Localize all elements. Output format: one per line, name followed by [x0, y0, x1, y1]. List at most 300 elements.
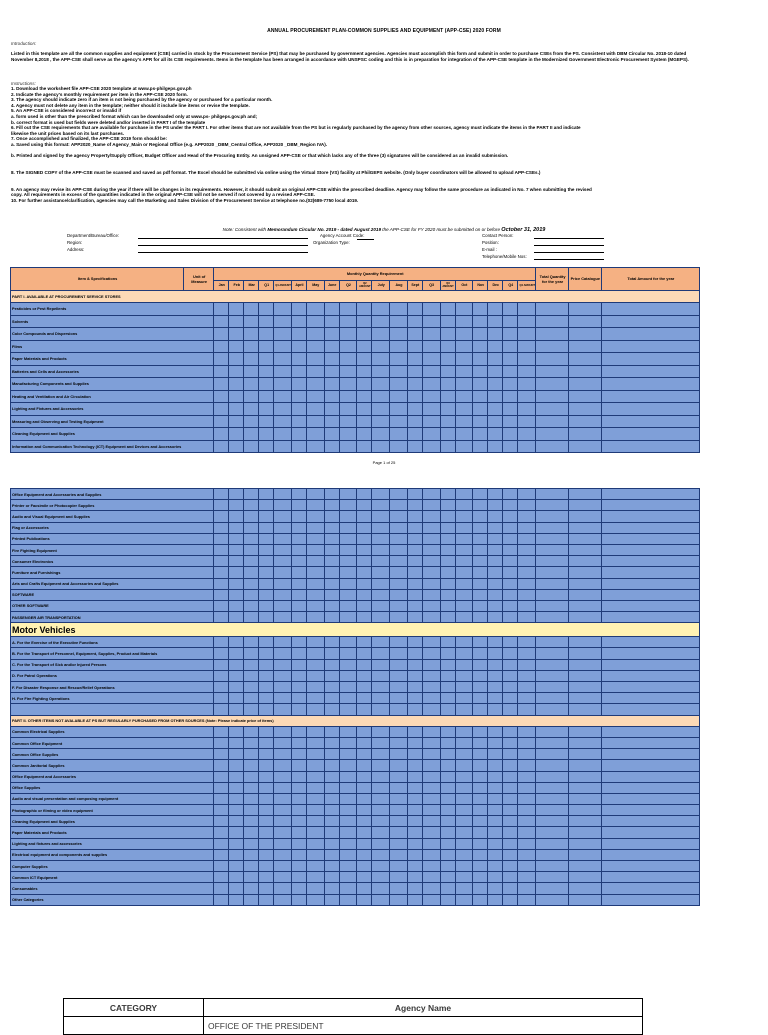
quantity-cell[interactable] [229, 749, 244, 760]
quantity-cell[interactable] [390, 489, 408, 500]
quantity-cell[interactable] [307, 849, 325, 860]
quantity-cell[interactable] [307, 816, 325, 827]
quantity-cell[interactable] [488, 838, 503, 849]
quantity-cell[interactable] [324, 637, 339, 648]
quantity-cell[interactable] [339, 567, 357, 578]
quantity-cell[interactable] [601, 303, 699, 316]
quantity-cell[interactable] [407, 612, 422, 623]
quantity-cell[interactable] [568, 533, 601, 544]
quantity-cell[interactable] [324, 303, 339, 316]
quantity-cell[interactable] [259, 353, 274, 366]
quantity-cell[interactable] [601, 894, 699, 905]
quantity-cell[interactable] [568, 511, 601, 522]
quantity-cell[interactable] [357, 659, 372, 670]
quantity-cell[interactable] [229, 315, 244, 328]
quantity-cell[interactable] [229, 578, 244, 589]
quantity-cell[interactable] [357, 693, 372, 704]
quantity-cell[interactable] [229, 793, 244, 804]
quantity-cell[interactable] [422, 849, 440, 860]
quantity-cell[interactable] [440, 648, 455, 659]
quantity-cell[interactable] [357, 782, 372, 793]
quantity-cell[interactable] [488, 726, 503, 737]
quantity-cell[interactable] [259, 511, 274, 522]
quantity-cell[interactable] [503, 827, 518, 838]
quantity-cell[interactable] [229, 659, 244, 670]
quantity-cell[interactable] [324, 556, 339, 567]
quantity-cell[interactable] [488, 659, 503, 670]
quantity-cell[interactable] [518, 522, 536, 533]
quantity-cell[interactable] [372, 760, 390, 771]
quantity-cell[interactable] [601, 693, 699, 704]
quantity-cell[interactable] [357, 390, 372, 403]
quantity-cell[interactable] [244, 403, 259, 416]
quantity-cell[interactable] [518, 511, 536, 522]
quantity-cell[interactable] [229, 500, 244, 511]
quantity-cell[interactable] [601, 353, 699, 366]
quantity-cell[interactable] [214, 682, 229, 693]
quantity-cell[interactable] [274, 365, 292, 378]
quantity-cell[interactable] [601, 500, 699, 511]
quantity-cell[interactable] [568, 303, 601, 316]
quantity-cell[interactable] [601, 440, 699, 453]
quantity-cell[interactable] [568, 849, 601, 860]
quantity-cell[interactable] [536, 827, 569, 838]
quantity-cell[interactable] [473, 415, 488, 428]
quantity-cell[interactable] [357, 303, 372, 316]
quantity-cell[interactable] [518, 567, 536, 578]
quantity-cell[interactable] [473, 894, 488, 905]
quantity-cell[interactable] [503, 365, 518, 378]
quantity-cell[interactable] [455, 578, 473, 589]
quantity-cell[interactable] [503, 648, 518, 659]
quantity-cell[interactable] [244, 567, 259, 578]
quantity-cell[interactable] [536, 353, 569, 366]
quantity-cell[interactable] [601, 782, 699, 793]
quantity-cell[interactable] [372, 648, 390, 659]
quantity-cell[interactable] [503, 500, 518, 511]
quantity-cell[interactable] [473, 637, 488, 648]
quantity-cell[interactable] [407, 600, 422, 611]
quantity-cell[interactable] [518, 612, 536, 623]
quantity-cell[interactable] [390, 637, 408, 648]
quantity-cell[interactable] [407, 567, 422, 578]
quantity-cell[interactable] [455, 861, 473, 872]
quantity-cell[interactable] [488, 682, 503, 693]
quantity-cell[interactable] [372, 704, 390, 715]
quantity-cell[interactable] [259, 533, 274, 544]
quantity-cell[interactable] [372, 533, 390, 544]
quantity-cell[interactable] [259, 682, 274, 693]
quantity-cell[interactable] [292, 600, 307, 611]
quantity-cell[interactable] [390, 648, 408, 659]
quantity-cell[interactable] [244, 682, 259, 693]
quantity-cell[interactable] [357, 340, 372, 353]
quantity-cell[interactable] [601, 659, 699, 670]
quantity-cell[interactable] [440, 838, 455, 849]
quantity-cell[interactable] [307, 489, 325, 500]
quantity-cell[interactable] [292, 861, 307, 872]
quantity-cell[interactable] [214, 612, 229, 623]
quantity-cell[interactable] [292, 567, 307, 578]
quantity-cell[interactable] [339, 805, 357, 816]
quantity-cell[interactable] [229, 440, 244, 453]
quantity-cell[interactable] [339, 589, 357, 600]
quantity-cell[interactable] [503, 428, 518, 441]
phone-field[interactable] [534, 259, 604, 260]
quantity-cell[interactable] [324, 793, 339, 804]
quantity-cell[interactable] [488, 760, 503, 771]
quantity-cell[interactable] [503, 682, 518, 693]
quantity-cell[interactable] [422, 533, 440, 544]
quantity-cell[interactable] [601, 827, 699, 838]
quantity-cell[interactable] [601, 760, 699, 771]
quantity-cell[interactable] [518, 353, 536, 366]
quantity-cell[interactable] [292, 793, 307, 804]
quantity-cell[interactable] [536, 872, 569, 883]
quantity-cell[interactable] [274, 489, 292, 500]
quantity-cell[interactable] [390, 533, 408, 544]
quantity-cell[interactable] [291, 428, 306, 441]
quantity-cell[interactable] [339, 682, 357, 693]
quantity-cell[interactable] [473, 726, 488, 737]
quantity-cell[interactable] [307, 872, 325, 883]
quantity-cell[interactable] [306, 415, 324, 428]
quantity-cell[interactable] [357, 403, 372, 416]
quantity-cell[interactable] [503, 760, 518, 771]
quantity-cell[interactable] [259, 637, 274, 648]
quantity-cell[interactable] [568, 328, 601, 341]
quantity-cell[interactable] [274, 315, 292, 328]
quantity-cell[interactable] [601, 489, 699, 500]
quantity-cell[interactable] [440, 726, 455, 737]
quantity-cell[interactable] [568, 353, 601, 366]
quantity-cell[interactable] [292, 816, 307, 827]
quantity-cell[interactable] [307, 883, 325, 894]
quantity-cell[interactable] [568, 544, 601, 555]
quantity-cell[interactable] [324, 328, 339, 341]
quantity-cell[interactable] [292, 827, 307, 838]
quantity-cell[interactable] [601, 365, 699, 378]
quantity-cell[interactable] [536, 749, 569, 760]
quantity-cell[interactable] [440, 315, 455, 328]
quantity-cell[interactable] [324, 415, 339, 428]
quantity-cell[interactable] [503, 353, 518, 366]
quantity-cell[interactable] [292, 872, 307, 883]
quantity-cell[interactable] [259, 659, 274, 670]
quantity-cell[interactable] [390, 315, 408, 328]
quantity-cell[interactable] [339, 403, 357, 416]
quantity-cell[interactable] [390, 760, 408, 771]
quantity-cell[interactable] [274, 816, 292, 827]
quantity-cell[interactable] [229, 760, 244, 771]
quantity-cell[interactable] [244, 849, 259, 860]
quantity-cell[interactable] [214, 883, 229, 894]
quantity-cell[interactable] [372, 693, 390, 704]
quantity-cell[interactable] [274, 533, 292, 544]
quantity-cell[interactable] [422, 500, 440, 511]
quantity-cell[interactable] [488, 827, 503, 838]
quantity-cell[interactable] [214, 390, 229, 403]
quantity-cell[interactable] [292, 749, 307, 760]
quantity-cell[interactable] [292, 883, 307, 894]
quantity-cell[interactable] [473, 670, 488, 681]
quantity-cell[interactable] [390, 403, 408, 416]
quantity-cell[interactable] [601, 315, 699, 328]
quantity-cell[interactable] [324, 511, 339, 522]
quantity-cell[interactable] [503, 415, 518, 428]
quantity-cell[interactable] [568, 749, 601, 760]
quantity-cell[interactable] [357, 415, 372, 428]
quantity-cell[interactable] [440, 682, 455, 693]
quantity-cell[interactable] [357, 428, 372, 441]
quantity-cell[interactable] [518, 670, 536, 681]
quantity-cell[interactable] [324, 390, 339, 403]
quantity-cell[interactable] [339, 894, 357, 905]
quantity-cell[interactable] [488, 378, 503, 391]
quantity-cell[interactable] [601, 793, 699, 804]
quantity-cell[interactable] [229, 883, 244, 894]
quantity-cell[interactable] [536, 589, 569, 600]
quantity-cell[interactable] [503, 522, 518, 533]
quantity-cell[interactable] [214, 838, 229, 849]
quantity-cell[interactable] [229, 365, 244, 378]
quantity-cell[interactable] [440, 760, 455, 771]
quantity-cell[interactable] [339, 390, 357, 403]
quantity-cell[interactable] [407, 805, 422, 816]
quantity-cell[interactable] [229, 693, 244, 704]
quantity-cell[interactable] [292, 704, 307, 715]
quantity-cell[interactable] [324, 883, 339, 894]
quantity-cell[interactable] [407, 726, 422, 737]
quantity-cell[interactable] [214, 533, 229, 544]
quantity-cell[interactable] [488, 511, 503, 522]
quantity-cell[interactable] [229, 849, 244, 860]
quantity-cell[interactable] [407, 737, 422, 748]
quantity-cell[interactable] [407, 704, 422, 715]
quantity-cell[interactable] [274, 659, 292, 670]
quantity-cell[interactable] [503, 749, 518, 760]
quantity-cell[interactable] [357, 872, 372, 883]
quantity-cell[interactable] [422, 544, 440, 555]
quantity-cell[interactable] [503, 589, 518, 600]
quantity-cell[interactable] [390, 805, 408, 816]
quantity-cell[interactable] [518, 315, 536, 328]
quantity-cell[interactable] [274, 726, 292, 737]
quantity-cell[interactable] [536, 378, 569, 391]
quantity-cell[interactable] [324, 489, 339, 500]
quantity-cell[interactable] [455, 522, 473, 533]
quantity-cell[interactable] [244, 827, 259, 838]
quantity-cell[interactable] [440, 556, 455, 567]
quantity-cell[interactable] [229, 612, 244, 623]
quantity-cell[interactable] [339, 511, 357, 522]
quantity-cell[interactable] [306, 378, 324, 391]
quantity-cell[interactable] [518, 489, 536, 500]
quantity-cell[interactable] [488, 793, 503, 804]
quantity-cell[interactable] [244, 749, 259, 760]
quantity-cell[interactable] [488, 522, 503, 533]
category-cell[interactable] [64, 1017, 204, 1035]
quantity-cell[interactable] [518, 648, 536, 659]
quantity-cell[interactable] [244, 637, 259, 648]
quantity-cell[interactable] [357, 771, 372, 782]
quantity-cell[interactable] [488, 693, 503, 704]
quantity-cell[interactable] [518, 365, 536, 378]
quantity-cell[interactable] [488, 415, 503, 428]
quantity-cell[interactable] [259, 726, 274, 737]
quantity-cell[interactable] [372, 415, 390, 428]
quantity-cell[interactable] [357, 600, 372, 611]
quantity-cell[interactable] [372, 589, 390, 600]
quantity-cell[interactable] [339, 782, 357, 793]
quantity-cell[interactable] [339, 648, 357, 659]
quantity-cell[interactable] [274, 883, 292, 894]
region-field[interactable] [138, 245, 308, 246]
quantity-cell[interactable] [292, 500, 307, 511]
quantity-cell[interactable] [372, 612, 390, 623]
quantity-cell[interactable] [536, 612, 569, 623]
quantity-cell[interactable] [422, 749, 440, 760]
quantity-cell[interactable] [307, 704, 325, 715]
quantity-cell[interactable] [372, 403, 390, 416]
quantity-cell[interactable] [536, 390, 569, 403]
quantity-cell[interactable] [339, 861, 357, 872]
quantity-cell[interactable] [473, 533, 488, 544]
quantity-cell[interactable] [244, 805, 259, 816]
quantity-cell[interactable] [390, 522, 408, 533]
quantity-cell[interactable] [455, 637, 473, 648]
quantity-cell[interactable] [568, 315, 601, 328]
quantity-cell[interactable] [422, 648, 440, 659]
quantity-cell[interactable] [339, 883, 357, 894]
quantity-cell[interactable] [214, 303, 229, 316]
quantity-cell[interactable] [440, 749, 455, 760]
quantity-cell[interactable] [422, 693, 440, 704]
quantity-cell[interactable] [455, 303, 473, 316]
quantity-cell[interactable] [307, 589, 325, 600]
quantity-cell[interactable] [407, 861, 422, 872]
quantity-cell[interactable] [601, 872, 699, 883]
quantity-cell[interactable] [440, 771, 455, 782]
quantity-cell[interactable] [440, 415, 455, 428]
quantity-cell[interactable] [307, 894, 325, 905]
quantity-cell[interactable] [324, 682, 339, 693]
quantity-cell[interactable] [422, 726, 440, 737]
quantity-cell[interactable] [307, 659, 325, 670]
quantity-cell[interactable] [488, 489, 503, 500]
quantity-cell[interactable] [407, 659, 422, 670]
quantity-cell[interactable] [503, 533, 518, 544]
quantity-cell[interactable] [455, 511, 473, 522]
quantity-cell[interactable] [259, 315, 274, 328]
quantity-cell[interactable] [274, 637, 292, 648]
quantity-cell[interactable] [306, 390, 324, 403]
quantity-cell[interactable] [440, 612, 455, 623]
quantity-cell[interactable] [324, 600, 339, 611]
quantity-cell[interactable] [601, 533, 699, 544]
quantity-cell[interactable] [473, 440, 488, 453]
quantity-cell[interactable] [422, 440, 440, 453]
quantity-cell[interactable] [473, 659, 488, 670]
quantity-cell[interactable] [601, 403, 699, 416]
quantity-cell[interactable] [339, 600, 357, 611]
quantity-cell[interactable] [518, 793, 536, 804]
quantity-cell[interactable] [440, 670, 455, 681]
quantity-cell[interactable] [357, 816, 372, 827]
quantity-cell[interactable] [390, 670, 408, 681]
quantity-cell[interactable] [339, 353, 357, 366]
quantity-cell[interactable] [339, 793, 357, 804]
quantity-cell[interactable] [357, 328, 372, 341]
quantity-cell[interactable] [455, 365, 473, 378]
quantity-cell[interactable] [440, 659, 455, 670]
quantity-cell[interactable] [259, 328, 274, 341]
quantity-cell[interactable] [229, 827, 244, 838]
quantity-cell[interactable] [274, 567, 292, 578]
quantity-cell[interactable] [357, 589, 372, 600]
quantity-cell[interactable] [422, 760, 440, 771]
quantity-cell[interactable] [422, 589, 440, 600]
quantity-cell[interactable] [274, 737, 292, 748]
quantity-cell[interactable] [214, 440, 229, 453]
quantity-cell[interactable] [601, 378, 699, 391]
quantity-cell[interactable] [339, 827, 357, 838]
quantity-cell[interactable] [214, 670, 229, 681]
quantity-cell[interactable] [503, 303, 518, 316]
quantity-cell[interactable] [390, 612, 408, 623]
quantity-cell[interactable] [455, 704, 473, 715]
quantity-cell[interactable] [440, 704, 455, 715]
quantity-cell[interactable] [407, 489, 422, 500]
quantity-cell[interactable] [339, 637, 357, 648]
quantity-cell[interactable] [372, 816, 390, 827]
quantity-cell[interactable] [422, 522, 440, 533]
quantity-cell[interactable] [601, 567, 699, 578]
quantity-cell[interactable] [306, 328, 324, 341]
quantity-cell[interactable] [229, 861, 244, 872]
quantity-cell[interactable] [372, 894, 390, 905]
quantity-cell[interactable] [244, 578, 259, 589]
quantity-cell[interactable] [339, 315, 357, 328]
quantity-cell[interactable] [407, 782, 422, 793]
quantity-cell[interactable] [307, 670, 325, 681]
quantity-cell[interactable] [440, 827, 455, 838]
quantity-cell[interactable] [407, 693, 422, 704]
quantity-cell[interactable] [372, 726, 390, 737]
quantity-cell[interactable] [601, 612, 699, 623]
quantity-cell[interactable] [229, 648, 244, 659]
quantity-cell[interactable] [518, 861, 536, 872]
quantity-cell[interactable] [372, 556, 390, 567]
quantity-cell[interactable] [259, 838, 274, 849]
quantity-cell[interactable] [422, 365, 440, 378]
quantity-cell[interactable] [601, 390, 699, 403]
quantity-cell[interactable] [568, 522, 601, 533]
quantity-cell[interactable] [306, 340, 324, 353]
quantity-cell[interactable] [259, 600, 274, 611]
quantity-cell[interactable] [244, 556, 259, 567]
quantity-cell[interactable] [274, 704, 292, 715]
quantity-cell[interactable] [536, 704, 569, 715]
quantity-cell[interactable] [407, 838, 422, 849]
quantity-cell[interactable] [601, 704, 699, 715]
quantity-cell[interactable] [568, 600, 601, 611]
quantity-cell[interactable] [503, 390, 518, 403]
quantity-cell[interactable] [455, 872, 473, 883]
quantity-cell[interactable] [473, 704, 488, 715]
quantity-cell[interactable] [601, 556, 699, 567]
quantity-cell[interactable] [488, 894, 503, 905]
